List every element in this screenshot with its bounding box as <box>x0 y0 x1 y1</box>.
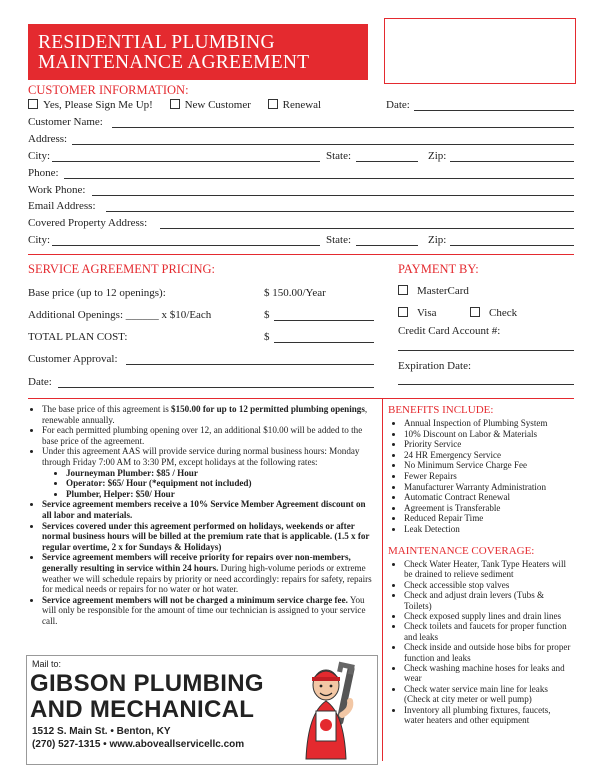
card-account-label: Credit Card Account #: <box>398 325 501 337</box>
customer-heading: CUSTOMER INFORMATION: <box>28 83 189 97</box>
benefits-list <box>388 418 572 535</box>
address-field[interactable] <box>72 144 574 145</box>
column-divider <box>382 399 383 761</box>
customer-name-field[interactable] <box>112 127 574 128</box>
new-customer-checkbox[interactable]: New Customer <box>170 99 251 111</box>
city-label: City: <box>28 150 51 162</box>
divider <box>28 398 574 399</box>
covered-address-field[interactable] <box>160 228 574 229</box>
additional-amount-field[interactable] <box>274 320 374 321</box>
covered-address-label: Covered Property Address: <box>28 217 148 229</box>
date-field[interactable] <box>414 110 574 111</box>
additional-openings-label: Additional Openings: ______ x $10/Each <box>28 309 212 321</box>
work-phone-field[interactable] <box>92 195 574 196</box>
list-item: • Inventory all plumbing fixtures, faucets, water heaters and other equipment <box>404 705 572 726</box>
expiration-field[interactable] <box>398 384 574 385</box>
pricing-heading: SERVICE AGREEMENT PRICING: <box>28 262 215 276</box>
list-item: • Fewer Repairs <box>404 471 572 482</box>
approval-field[interactable] <box>126 364 374 365</box>
list-item: • Leak Detection <box>404 524 572 535</box>
list-item: • The base price of this agreement is $150.00 for up to 12 permitted plumbing openings, renewable annually. <box>42 404 372 425</box>
work-phone-label: Work Phone: <box>28 184 86 196</box>
customer-options <box>28 98 321 112</box>
list-item: • Check water service main line for leaks (Check at city meter or well pump) <box>404 684 572 705</box>
customer-name-label: Customer Name: <box>28 116 103 128</box>
list-item: • Service agreement members will not be charged a minimum service charge fee. You will only be responsible for the amount of time our technician is assigned to your service call. <box>42 595 372 627</box>
email-field[interactable] <box>106 211 574 212</box>
company-name-line-2: AND MECHANICAL <box>30 696 255 723</box>
list-item: • Service agreement members receive a 10% Service Member Agreement discount on all labor and materials. <box>42 499 372 520</box>
phone-field[interactable] <box>64 178 574 179</box>
list-item: • Check exposed supply lines and drain lines <box>404 611 572 621</box>
list-item: • Services covered under this agreement performed on holidays, weekends or after normal business hours will be billed at the premium rate that is applicable. (1.5 x for regular overtime, 2 x for Sundays & Holidays) <box>42 521 372 553</box>
benefits-heading: BENEFITS INCLUDE: <box>388 404 494 416</box>
city-field[interactable] <box>52 161 320 162</box>
state2-field[interactable] <box>356 245 418 246</box>
list-item: • Under this agreement AAS will provide service during normal business hours: Monday through Friday 7:00 AM to 3:30 PM, except holidays at the following rates: • Journeyman Plumber: $85 / Hour • Operator: $65/ Hour (*equipment not included) • Plumber, Helper: $50/ Hour <box>42 446 372 499</box>
list-item: • 24 HR Emergency Service <box>404 450 572 461</box>
state2-label: State: <box>326 234 352 246</box>
list-item: • Check washing machine hoses for leaks and wear <box>404 663 572 684</box>
mastercard-option[interactable]: MasterCard <box>398 284 469 298</box>
additional-dollar: $ <box>264 309 270 321</box>
title-banner <box>28 24 368 80</box>
base-price-label: Base price (up to 12 openings): <box>28 287 166 299</box>
plumber-mascot-icon <box>294 659 374 761</box>
list-item: • Automatic Contract Renewal <box>404 492 572 503</box>
zip2-field[interactable] <box>450 245 574 246</box>
rate-item: • Plumber, Helper: $50/ Hour <box>66 489 372 500</box>
total-label: TOTAL PLAN COST: <box>28 331 128 343</box>
city2-label: City: <box>28 234 51 246</box>
maintenance-section <box>388 545 572 726</box>
state-label: State: <box>326 150 352 162</box>
company-contact: (270) 527-1315 • www.aboveallservicellc.com <box>32 739 245 750</box>
list-item: • Service agreement members will receive priority for repairs over non-members, generally resulting in service within 24 hours. During high-volume periods or extreme weather we will schedule repairs by priority or need accordingly: repairs for safety, repairs for medical needs or repairs for no water or hot water. <box>42 552 372 594</box>
signup-checkbox[interactable]: Yes, Please Sign Me Up! <box>28 99 153 111</box>
list-item: • Check Water Heater, Tank Type Heaters will be drained to relieve sediment <box>404 559 572 580</box>
list-item: • Annual Inspection of Plumbing System <box>404 418 572 429</box>
stamp-box <box>384 18 576 84</box>
title-line-2: MAINTENANCE AGREEMENT <box>38 52 310 73</box>
city2-field[interactable] <box>52 245 320 246</box>
phone-label: Phone: <box>28 167 59 179</box>
check-option[interactable]: Check <box>470 306 517 320</box>
terms-list <box>28 404 372 626</box>
pricing-date-field[interactable] <box>58 387 374 388</box>
address-label: Address: <box>28 133 68 145</box>
total-field[interactable] <box>274 342 374 343</box>
list-item: • Check and adjust drain levers (Tubs & Toilets) <box>404 590 572 611</box>
list-item: • Check accessible stop valves <box>404 580 572 590</box>
list-item: • Agreement is Transferable <box>404 503 572 514</box>
rate-item: • Operator: $65/ Hour (*equipment not included) <box>66 478 372 489</box>
zip-field[interactable] <box>450 161 574 162</box>
base-price-value: $ 150.00/Year <box>264 287 326 299</box>
approval-label: Customer Approval: <box>28 353 118 365</box>
zip-label: Zip: <box>428 150 447 162</box>
list-item: • No Minimum Service Charge Fee <box>404 460 572 471</box>
expiration-label: Expiration Date: <box>398 360 472 372</box>
list-item: • Check toilets and faucets for proper function and leaks <box>404 621 572 642</box>
visa-option[interactable]: Visa <box>398 306 437 320</box>
benefits-section <box>388 404 572 535</box>
maintenance-heading: MAINTENANCE COVERAGE: <box>388 545 535 557</box>
payment-heading: PAYMENT BY: <box>398 262 479 276</box>
list-item: • Manufacturer Warranty Administration <box>404 482 572 493</box>
pricing-date-label: Date: <box>28 376 52 388</box>
state-field[interactable] <box>356 161 418 162</box>
list-item: • For each permitted plumbing opening over 12, an additional $10.00 will be added to the base price of the agreement. <box>42 425 372 446</box>
card-account-field[interactable] <box>398 350 574 351</box>
list-item: • Check inside and outside hose bibs for proper function and leaks <box>404 642 572 663</box>
list-item: • 10% Discount on Labor & Materials <box>404 429 572 440</box>
zip2-label: Zip: <box>428 234 447 246</box>
title-line-1: RESIDENTIAL PLUMBING <box>38 32 275 53</box>
divider <box>28 254 574 255</box>
maintenance-list <box>388 559 572 726</box>
rate-item: • Journeyman Plumber: $85 / Hour <box>66 468 372 479</box>
date-label: Date: <box>386 99 410 111</box>
company-name-line-1: GIBSON PLUMBING <box>30 670 264 697</box>
mail-to-label: Mail to: <box>32 659 62 669</box>
list-item: • Priority Service <box>404 439 572 450</box>
renewal-checkbox[interactable]: Renewal <box>268 99 321 111</box>
total-dollar: $ <box>264 331 270 343</box>
list-item: • Reduced Repair Time <box>404 513 572 524</box>
company-address: 1512 S. Main St. • Benton, KY <box>32 726 171 737</box>
email-label: Email Address: <box>28 200 96 212</box>
